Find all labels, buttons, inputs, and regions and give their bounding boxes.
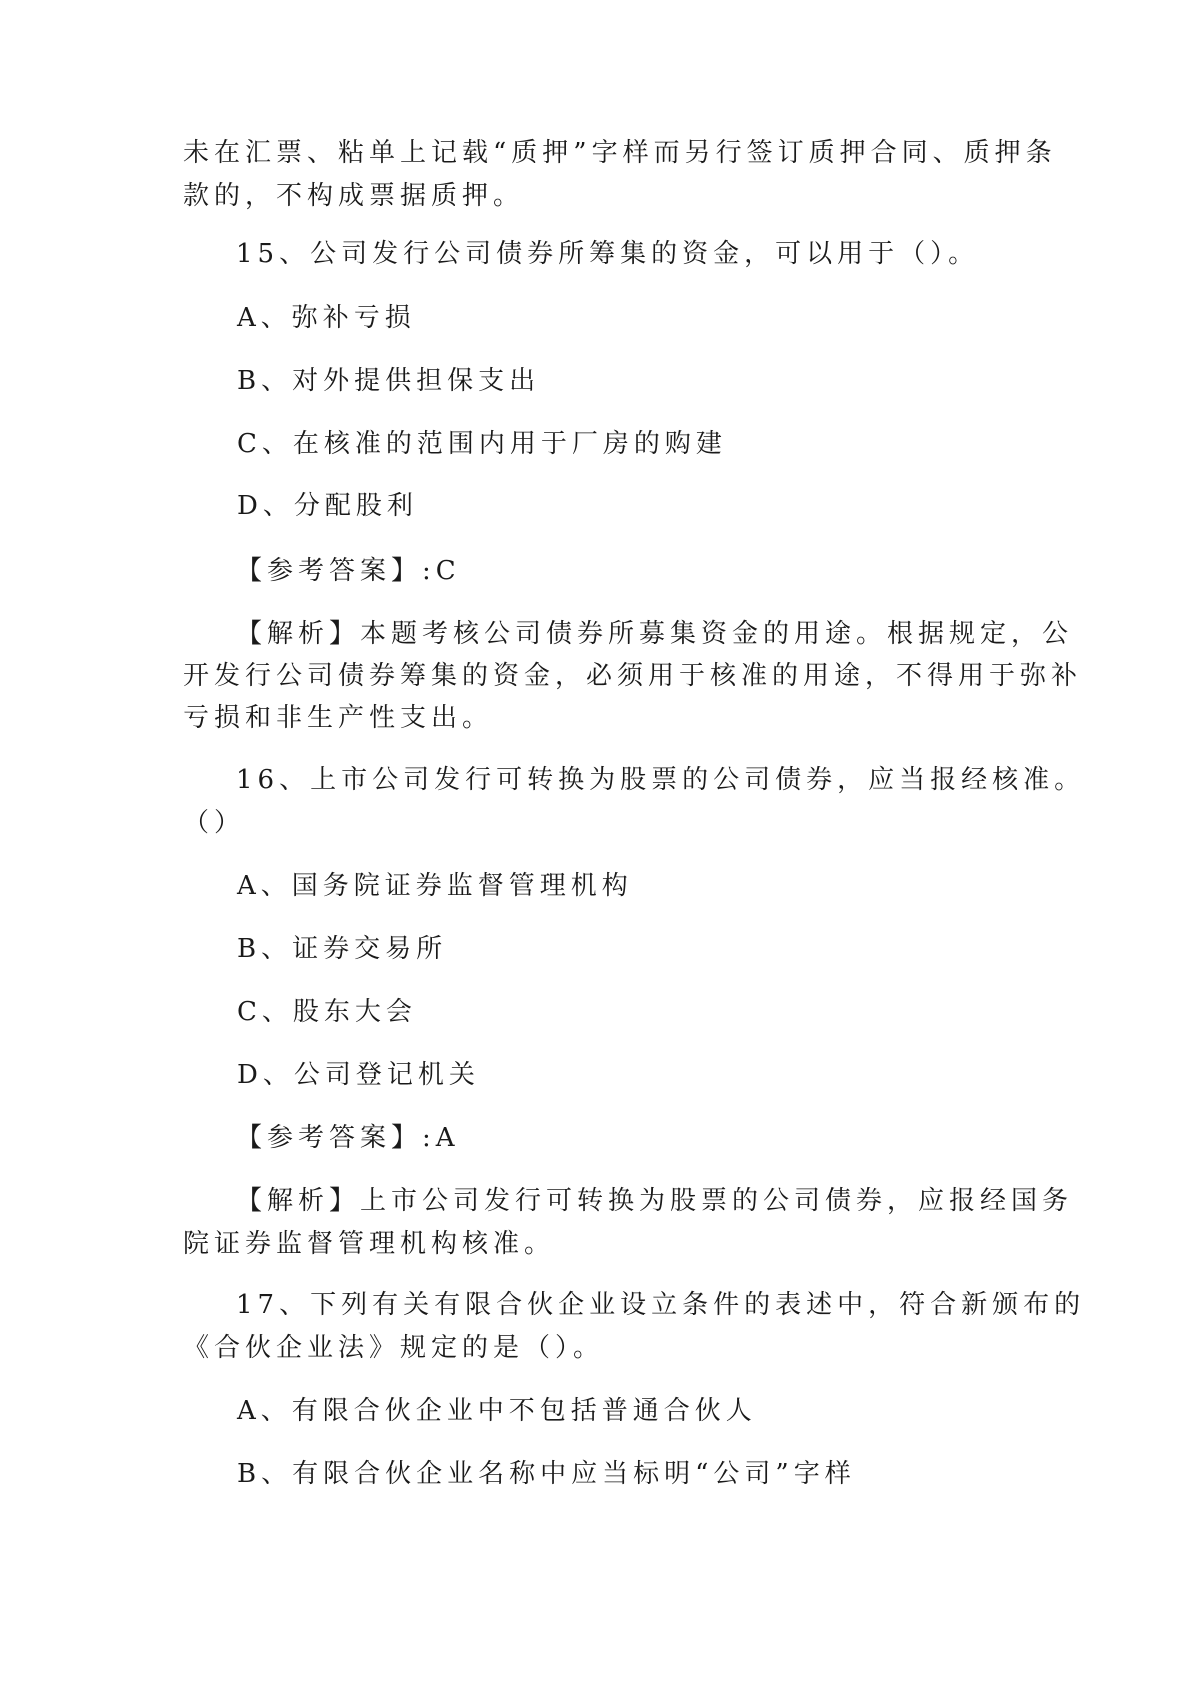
q16-option-b: B、证券交易所: [237, 934, 448, 964]
q15-option-a: A、弥补亏损: [237, 303, 416, 333]
q17-option-a: A、有限合伙企业中不包括普通合伙人: [237, 1396, 757, 1426]
question-16-line-2: （）: [183, 808, 246, 838]
question-17-line-1: 17、下列有关有限合伙企业设立条件的表述中，符合新颁布的: [236, 1290, 1086, 1320]
question-15: 15、公司发行公司债券所筹集的资金，可以用于（）。: [236, 239, 980, 269]
q15-analysis-line-1: 【解析】本题考核公司债券所募集资金的用途。根据规定，公: [236, 619, 1074, 649]
q16-analysis-line-2: 院证券监督管理机构核准。: [183, 1229, 556, 1259]
q15-option-b: B、对外提供担保支出: [237, 366, 541, 396]
q15-answer: 【参考答案】:C: [236, 556, 461, 586]
q16-option-c: C、股东大会: [237, 997, 417, 1027]
q15-option-d: D、分配股利: [237, 491, 418, 521]
q16-option-d: D、公司登记机关: [237, 1060, 480, 1090]
intro-line-1: 未在汇票、粘单上记载“质押”字样而另行签订质押合同、质押条: [183, 138, 1057, 168]
q17-option-b: B、有限合伙企业名称中应当标明“公司”字样: [237, 1459, 856, 1489]
q15-analysis-line-3: 亏损和非生产性支出。: [183, 703, 494, 733]
q15-option-c: C、在核准的范围内用于厂房的购建: [237, 429, 727, 459]
q16-analysis-line-1: 【解析】上市公司发行可转换为股票的公司债券，应报经国务: [236, 1186, 1074, 1216]
q16-answer: 【参考答案】:A: [236, 1123, 460, 1153]
intro-line-2: 款的，不构成票据质押。: [183, 181, 525, 211]
q16-option-a: A、国务院证券监督管理机构: [237, 871, 633, 901]
q15-analysis-line-2: 开发行公司债券筹集的资金，必须用于核准的用途，不得用于弥补: [183, 661, 1083, 691]
question-17-line-2: 《合伙企业法》规定的是（）。: [183, 1333, 605, 1363]
question-16-line-1: 16、上市公司发行可转换为股票的公司债券，应当报经核准。: [236, 765, 1086, 795]
